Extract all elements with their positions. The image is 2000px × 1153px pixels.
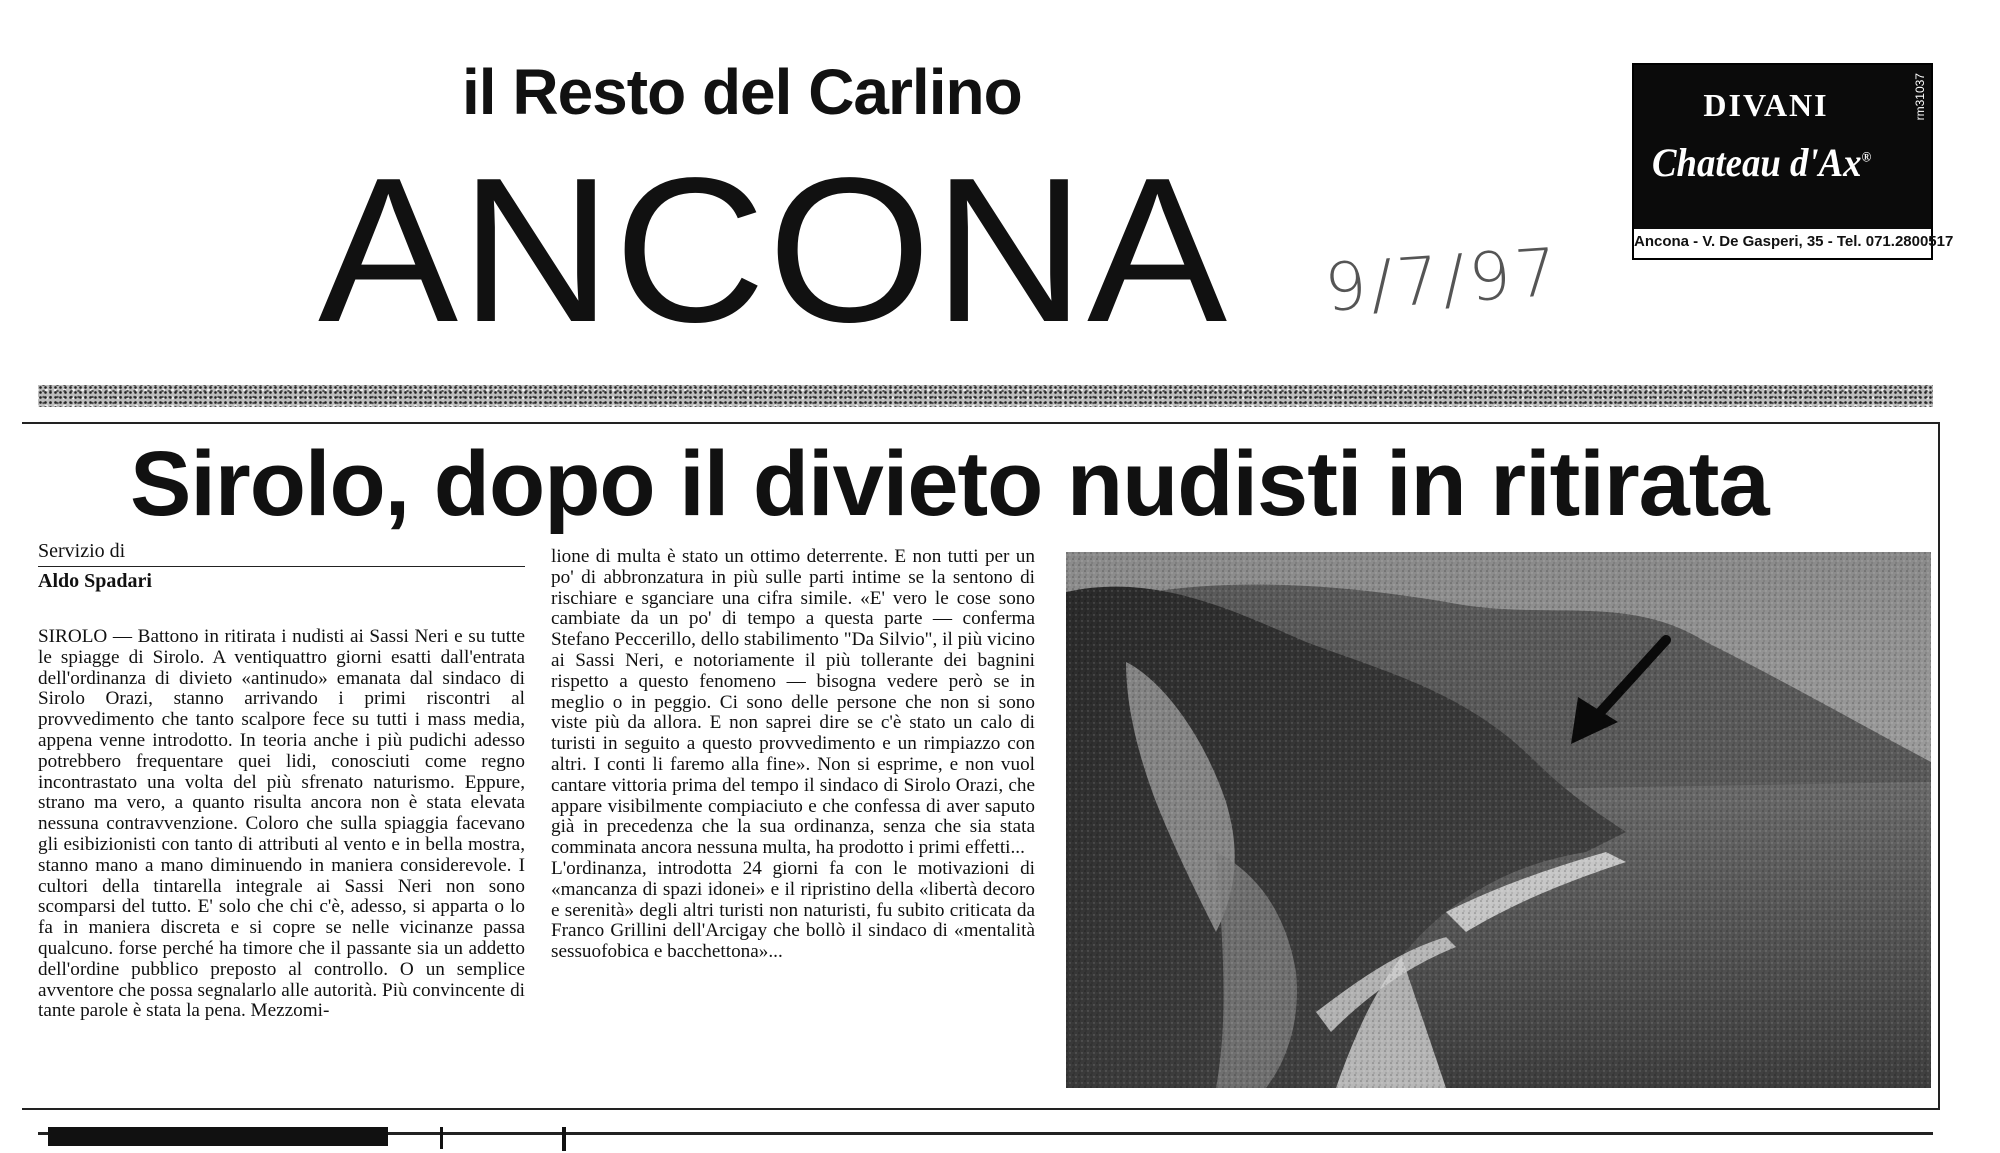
byline-label: Servizio di	[38, 540, 126, 562]
column-2-paragraph-2: L'ordinanza, introdotta 24 giorni fa con le motivazioni di «mancanza di spazi idonei» e il ripristino della «libertà decoro e serenità» degli altri turisti non naturisti, fu subito criticata da Franco Grillini dell'Arcigay che bollò il sindaco di «mentalità sessuofobica e bacchettona»...	[551, 857, 1035, 963]
article-headline: Sirolo, dopo il divieto nudisti in ritirata	[130, 433, 1769, 535]
footer-mark	[562, 1127, 566, 1151]
advertisement-line1: DIVANI	[1703, 87, 1829, 123]
photo-grain	[1066, 552, 1931, 1088]
advertisement-brand	[1642, 139, 1881, 186]
masthead-paper-name: il Resto del Carlino	[462, 56, 1022, 128]
column-1-text: SIROLO — Battono in ritirata i nudisti ai Sassi Neri e su tutte le spiagge di Sirolo. A ventiquattro giorni esatti dall'entrata dell'ordinanza di divieto «antinudo» emanata dal sindaco di Sirolo Orazi, stanno arrivando i primi riscontri al provvedimento che tanto scalpore fece su tutti i mass media, appena venne introdotto. In teoria anche i più pudichi adesso potrebbero frequentare quei lidi, conosciuti come regno incontrastato una volta del più sfrenato naturismo. Eppure, strano ma vero, a quanto risulta ancora non è stata elevata nessuna contravvenzione. Coloro che sulla spiaggia facevano gli esibizionisti con tanto di attributi al vento e in bella mostra, stanno mano a mano diminuendo in maniera considerevole. I cultori della tintarella integrale ai Sassi Neri non sono scomparsi del tutto. E' solo che chi c'è, adesso, si apparta o lo fa in maniera discreta e si copre se nelle vicinanze passa qualcuno. forse perché ha timore che il passante sia un addetto dell'ordine pubblico preposto al controllo. O un semplice avventore che possa segnalarlo alle autorità. Più convincente di tante parole è stata la pena. Mezzomi-	[38, 626, 525, 1022]
separator-band	[38, 385, 1933, 407]
handwritten-date: 9/7/97	[1322, 233, 1564, 327]
article-column-2	[551, 547, 1035, 963]
column-2-paragraph-1: lione di multa è stato un ottimo deterrente. E non tutti per un po' di abbronzatura in più sulle parti intime se la sentono di rischiare e sganciare una cifra simile. «E' vero le cose sono cambiate da un po' di tempo a questa parte — conferma Stefano Peccerillo, dello stabilimento "Da Silvio", il più vicino ai Sassi Neri, e notoriamente il più tollerante dei bagnini rispetto a questo fenomeno — bisogna vedere però se in meglio o in peggio. Ci sono delle persone che non si sono viste più da allora. E non saprei dire se c'è stato un calo di turisti in seguito a questo provvedimento e un rimpiazzo con altri. I conti li faremo alla fine». Non si esprime, e non vuol cantare vittoria prima del tempo il sindaco di Sirolo Orazi, che appare visibilmente compiaciuto e che confessa di aver saputo già in precedenza che la sua ordinanza, senza che sia stata comminata ancora nessuna multa, ha prodotto i primi effetti...	[551, 546, 1035, 859]
byline-author: Aldo Spadari	[38, 570, 152, 592]
masthead-city: ANCONA	[318, 135, 1230, 365]
footer-cut-headline	[48, 1127, 388, 1146]
advertisement-banner	[1634, 65, 1931, 229]
footer-mark	[440, 1127, 443, 1149]
article-column-1	[38, 627, 525, 1022]
advertisement-box	[1632, 63, 1954, 260]
trademark-mark: ®	[1861, 150, 1872, 166]
coastline-photo	[1066, 552, 1931, 1088]
coastline-photo-svg	[1066, 552, 1931, 1088]
advertisement-address: Ancona - V. De Gasperi, 35 - Tel. 071.2800517	[1634, 233, 1954, 250]
advertisement-code: rm31037	[1913, 73, 1927, 121]
byline-rule	[38, 566, 525, 567]
advertisement-brand-text: Chateau d'Ax	[1651, 140, 1862, 185]
